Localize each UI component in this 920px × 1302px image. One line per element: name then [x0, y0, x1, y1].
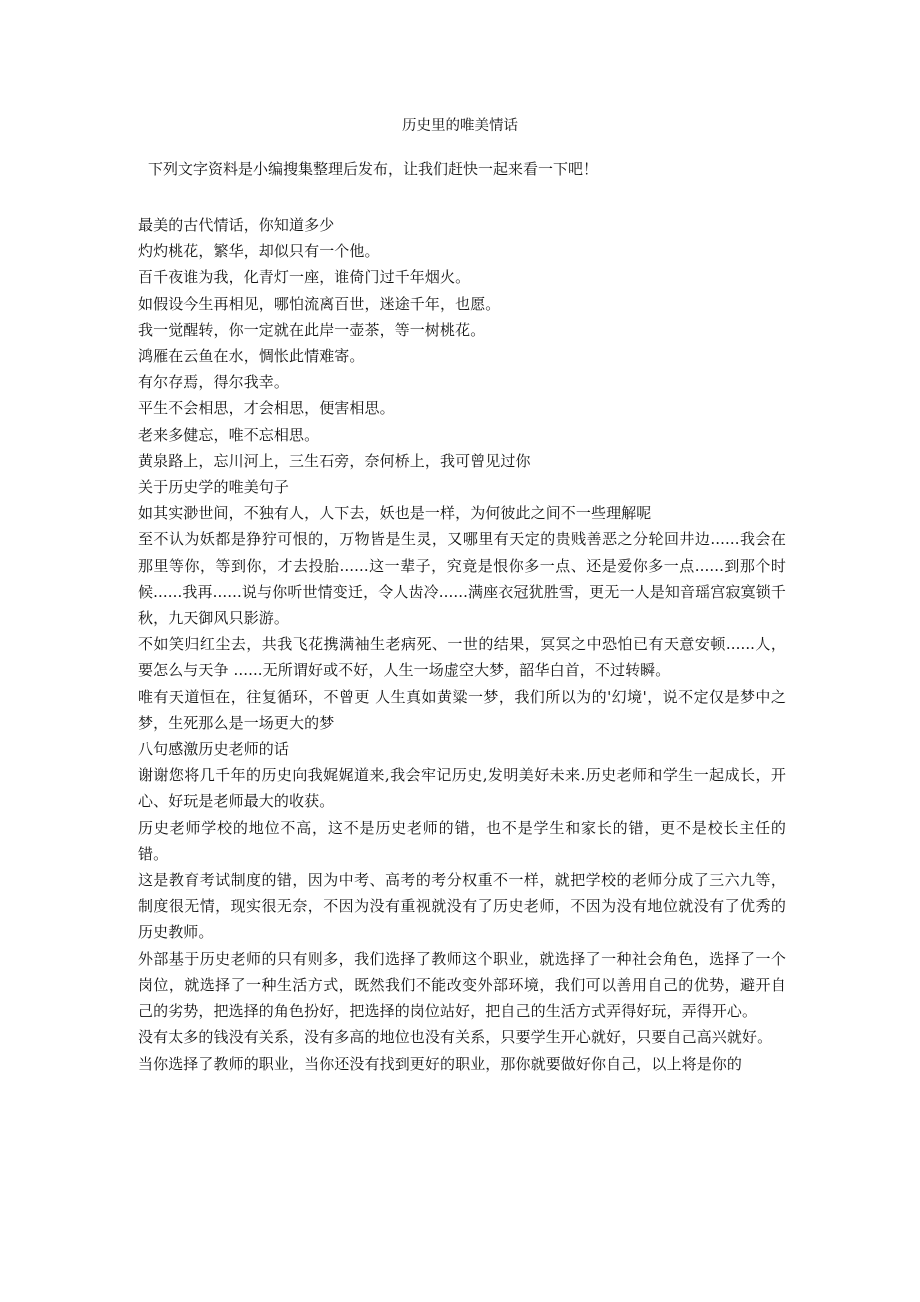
paragraph: 百千夜谁为我，化青灯一座，谁倚门过千年烟火。: [138, 268, 471, 287]
paragraph: 灼灼桃花，繁华，却似只有一个他。: [138, 242, 380, 261]
paragraph: 老来多健忘，唯不忘相思。: [138, 425, 320, 444]
intro-paragraph: 下列文字资料是小编搜集整理后发布，让我们赶快一起来看一下吧！: [148, 160, 599, 178]
paragraph: 这是教育考试制度的错，因为中考、高考的考分权重不一样，就把学校的老师分成了三六九等，制度很无情，现实很无奈，不因为没有重视就没有了历史老师，不因为没有地位就没有了优秀的历史教师。: [138, 871, 786, 942]
paragraph: 不如笑归红尘去，共我飞花携满袖生老病死、一世的结果，冥冥之中恐怕已有天意安顿......人，要怎么与天争 ......无所谓好或不好，人生一场虚空大梦，韶华白首，不过转瞬。: [138, 635, 786, 680]
paragraph: 最美的古代情话，你知道多少: [138, 216, 335, 234]
paragraph: 平生不会相思，才会相思，便害相思。: [138, 399, 395, 418]
section-heading: 关于历史学的唯美句子: [138, 478, 290, 497]
paragraph: 唯有天道恒在，往复循环，不曾更 人生真如黄粱一梦，我们所以为的'幻境'，说不定仅是梦中之梦，生死那么是一场更大的梦: [138, 687, 786, 732]
paragraph: 外部基于历史老师的只有则多，我们选择了教师这个职业，就选择了一种社会角色，选择了一个岗位，就选择了一种生活方式，既然我们不能改变外部环境，我们可以善用自己的优势，避开自己的劣势，把选择的角色扮好，把选择的岗位站好，把自己的生活方式弄得好玩，弄得开心。: [138, 949, 786, 1021]
paragraph: 至不认为妖都是狰狞可恨的，万物皆是生灵，又哪里有天定的贵贱善恶之分轮回井边......我会在那里等你，等到你，才去投胎......这一辈子，究竟是恨你多一点、还是爱你多一点......到那个时候......我再......说与你听世情变迁，令人齿冷......满座衣冠犹胜雪，更无一人是知音瑶宫寂寞锁千秋，九天御风只影游。: [138, 530, 786, 628]
paragraph: 谢谢您将几千年的历史向我娓娓道来,我会牢记历史,发明美好未来.历史老师和学生一起成长，开心、好玩是老师最大的收获。: [138, 766, 786, 811]
paragraph: 如假设今生再相见，哪怕流离百世，迷途千年，也愿。: [138, 294, 501, 313]
paragraph: 我一觉醒转，你一定就在此岸一壶茶，等一树桃花。: [138, 320, 486, 339]
paragraph: 当你选择了教师的职业，当你还没有找到更好的职业，那你就要做好你自己，以上将是你的: [138, 1054, 743, 1073]
paragraph: 黄泉路上，忘川河上，三生石旁，奈何桥上，我可曾见过你: [138, 451, 531, 470]
paragraph: 有尔存焉，得尔我幸。: [138, 373, 290, 392]
paragraph: 如其实渺世间，不独有人，人下去，妖也是一样，为何彼此之间不一些理解呢: [138, 504, 652, 523]
document-body: [138, 212, 786, 1077]
document-title: 历史里的唯美情话: [402, 118, 518, 134]
paragraph: 历史老师学校的地位不高，这不是历史老师的错，也不是学生和家长的错，更不是校长主任的错。: [138, 818, 786, 863]
paragraph: 没有太多的钱没有关系，没有多高的地位也没有关系，只要学生开心就好，只要自己高兴就好。: [138, 1028, 773, 1047]
paragraph: 鸿雁在云鱼在水，惆怅此情难寄。: [138, 347, 365, 366]
section-heading: 八句感激历史老师的话: [138, 740, 290, 759]
